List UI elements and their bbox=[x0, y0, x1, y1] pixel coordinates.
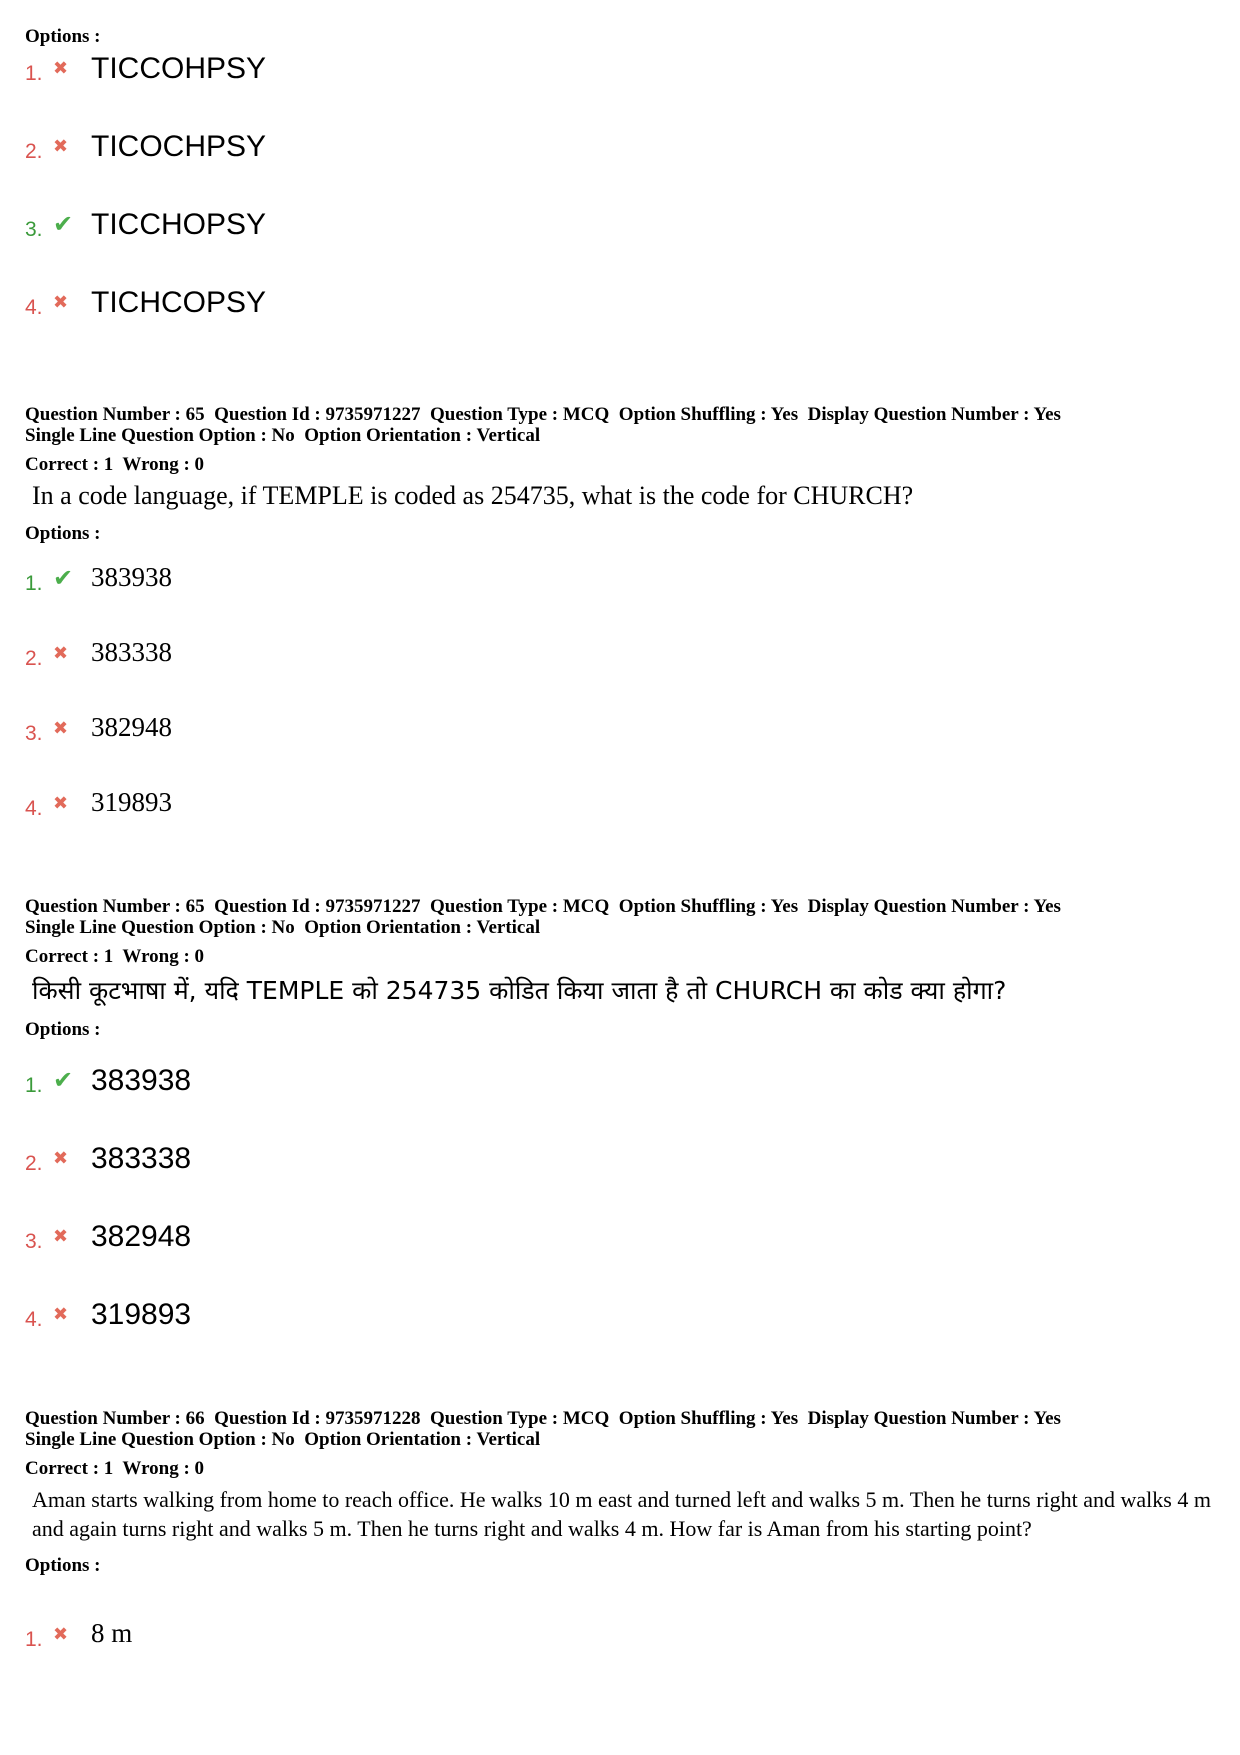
score-line: Correct : 1 Wrong : 0 bbox=[25, 454, 205, 475]
option-2 bbox=[25, 130, 625, 170]
cross-icon: ✖ bbox=[53, 643, 69, 664]
option-number: 1. bbox=[25, 1074, 43, 1097]
cross-icon: ✖ bbox=[53, 1148, 69, 1169]
question-block-65-hi bbox=[25, 896, 1220, 1041]
option-text: 8 m bbox=[91, 1618, 133, 1648]
question-metadata-line1: Question Number : 65 Question Id : 9735971227 Question Type : MCQ Option Shuffling : Yes Display Question Number : Yes bbox=[25, 404, 1061, 425]
option-text: 383338 bbox=[91, 1142, 192, 1175]
option-number: 1. bbox=[25, 572, 43, 595]
option-number: 2. bbox=[25, 140, 43, 163]
option-number: 2. bbox=[25, 1152, 43, 1175]
option-3 bbox=[25, 1220, 625, 1260]
option-3 bbox=[25, 712, 625, 752]
option-number: 3. bbox=[25, 218, 43, 241]
question-metadata-line1: Question Number : 66 Question Id : 9735971228 Question Type : MCQ Option Shuffling : Yes Display Question Number : Yes bbox=[25, 1408, 1061, 1429]
option-3 bbox=[25, 208, 625, 248]
question-block-65-en bbox=[25, 404, 1220, 545]
options-label: Options : bbox=[25, 523, 101, 544]
option-number: 2. bbox=[25, 647, 43, 670]
option-4 bbox=[25, 787, 625, 827]
option-text: 383938 bbox=[91, 562, 172, 592]
option-1 bbox=[25, 562, 625, 602]
option-1 bbox=[25, 1064, 625, 1104]
question-text: Aman starts walking from home to reach office. He walks 10 m east and turned left and walks 5 m. Then he turns right and walks 4 m and again turns right and walks 5 m. Then he turns right and walks 4 m. How far is Aman from his starting point? bbox=[32, 1487, 1211, 1541]
option-text: 382948 bbox=[91, 1220, 192, 1253]
question-block-64-options bbox=[25, 26, 1220, 48]
cross-icon: ✖ bbox=[53, 1226, 69, 1247]
option-4 bbox=[25, 1298, 625, 1338]
cross-icon: ✖ bbox=[53, 292, 69, 313]
question-metadata-line1: Question Number : 65 Question Id : 9735971227 Question Type : MCQ Option Shuffling : Yes Display Question Number : Yes bbox=[25, 896, 1061, 917]
question-metadata-line2: Single Line Question Option : No Option Orientation : Vertical bbox=[25, 1429, 541, 1450]
option-1 bbox=[25, 1618, 625, 1658]
option-text: TICCOHPSY bbox=[91, 52, 267, 85]
option-number: 4. bbox=[25, 797, 43, 820]
options-label: Options : bbox=[25, 1555, 101, 1576]
option-text: 319893 bbox=[91, 787, 172, 817]
option-4 bbox=[25, 286, 625, 326]
question-block-66-en bbox=[25, 1408, 1220, 1577]
option-number: 3. bbox=[25, 722, 43, 745]
option-number: 4. bbox=[25, 296, 43, 319]
options-label: Options : bbox=[25, 26, 101, 47]
cross-icon: ✖ bbox=[53, 718, 69, 739]
question-text: In a code language, if TEMPLE is coded as 254735, what is the code for CHURCH? bbox=[32, 481, 914, 510]
option-text: TICCHOPSY bbox=[91, 208, 267, 241]
option-text: 383938 bbox=[91, 1064, 192, 1097]
cross-icon: ✖ bbox=[53, 58, 69, 79]
cross-icon: ✖ bbox=[53, 136, 69, 157]
option-2 bbox=[25, 637, 625, 677]
option-text: 319893 bbox=[91, 1298, 192, 1331]
question-metadata-line2: Single Line Question Option : No Option Orientation : Vertical bbox=[25, 917, 541, 938]
question-metadata-line2: Single Line Question Option : No Option Orientation : Vertical bbox=[25, 425, 541, 446]
question-text: किसी कूटभाषा में, यदि TEMPLE को 254735 कोडित किया जाता है तो CHURCH का कोड क्या होगा? bbox=[32, 976, 1007, 1005]
option-text: 383338 bbox=[91, 637, 172, 667]
option-2 bbox=[25, 1142, 625, 1182]
option-number: 4. bbox=[25, 1308, 43, 1331]
cross-icon: ✖ bbox=[53, 1304, 69, 1325]
checkmark-icon: ✔ bbox=[53, 210, 74, 238]
option-number: 3. bbox=[25, 1230, 43, 1253]
option-text: TICHCOPSY bbox=[91, 286, 267, 319]
checkmark-icon: ✔ bbox=[53, 1066, 74, 1094]
option-1 bbox=[25, 52, 625, 92]
checkmark-icon: ✔ bbox=[53, 564, 74, 592]
cross-icon: ✖ bbox=[53, 793, 69, 814]
option-number: 1. bbox=[25, 1628, 43, 1651]
option-number: 1. bbox=[25, 62, 43, 85]
score-line: Correct : 1 Wrong : 0 bbox=[25, 946, 205, 967]
score-line: Correct : 1 Wrong : 0 bbox=[25, 1458, 205, 1479]
cross-icon: ✖ bbox=[53, 1624, 69, 1645]
option-text: TICOCHPSY bbox=[91, 130, 267, 163]
options-label: Options : bbox=[25, 1019, 101, 1040]
option-text: 382948 bbox=[91, 712, 172, 742]
